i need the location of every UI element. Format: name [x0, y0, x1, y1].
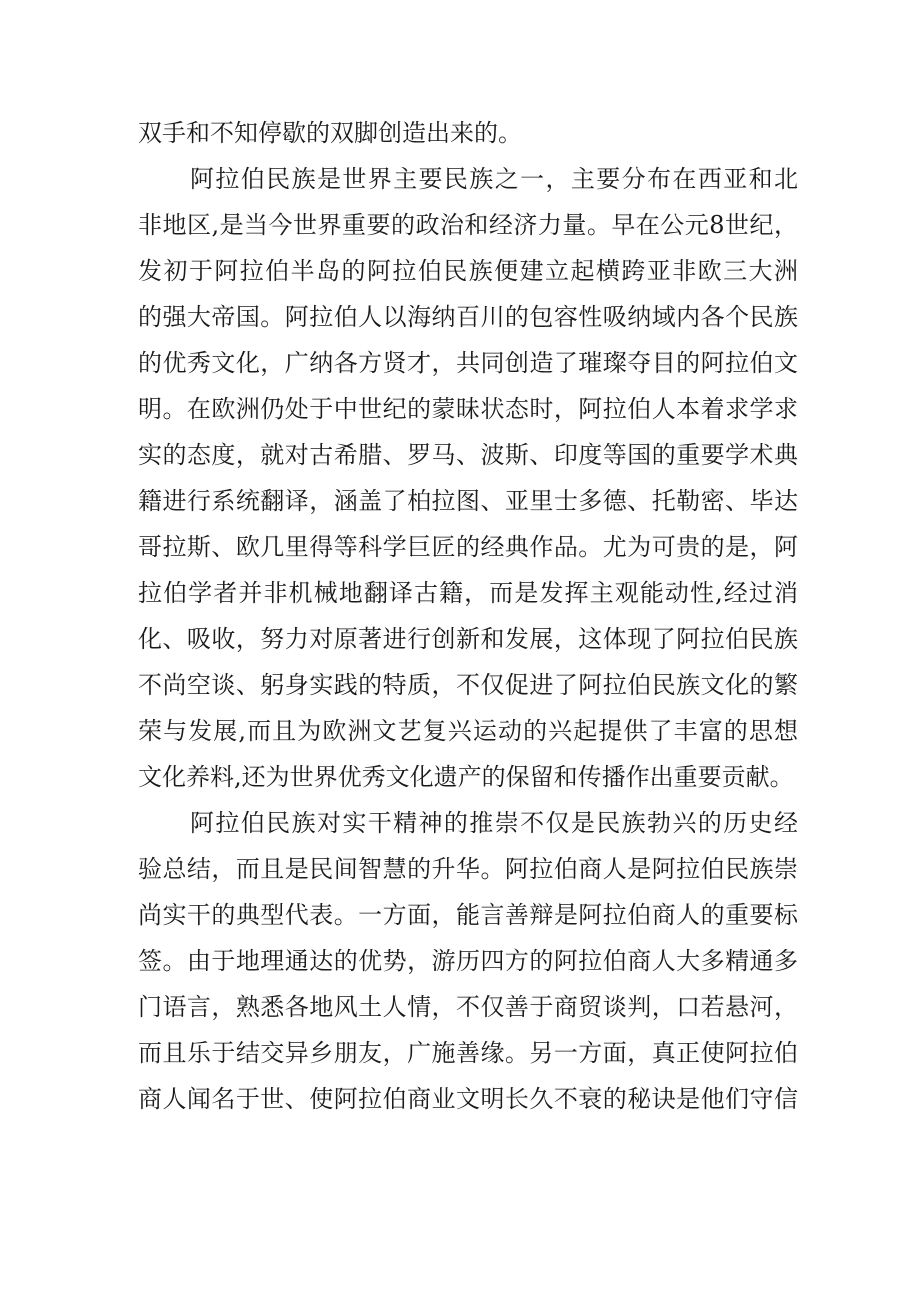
text-line: 的强大帝国。阿拉伯人以海纳百川的包容性吸纳域内各个民族 [138, 303, 798, 331]
text-line: 阿拉伯民族是世界主要民族之一，主要分布在西亚和北 [190, 165, 798, 193]
text-line: 非地区,是当今世界重要的政治和经济力量。早在公元8世纪， [138, 211, 798, 239]
text-line: 实的态度，就对古希腊、罗马、波斯、印度等国的重要学术典 [138, 441, 798, 469]
text-line: 化、吸收，努力对原著进行创新和发展，这体现了阿拉伯民族 [138, 625, 798, 653]
text-line: 拉伯学者并非机械地翻译古籍，而是发挥主观能动性,经过消 [138, 579, 798, 607]
text-line: 门语言，熟悉各地风土人情，不仅善于商贸谈判，口若悬河， [138, 993, 798, 1021]
paragraph-2 [138, 156, 798, 800]
text-line: 的优秀文化，广纳各方贤才，共同创造了璀璨夺目的阿拉伯文 [138, 349, 798, 377]
text-line: 文化养料,还为世界优秀文化遗产的保留和传播作出重要贡献。 [138, 763, 794, 791]
text-line: 商人闻名于世、使阿拉伯商业文明长久不衰的秘诀是他们守信 [138, 1085, 798, 1113]
text-line: 签。由于地理通达的优势，游历四方的阿拉伯商人大多精通多 [138, 947, 798, 975]
text-line: 荣与发展,而且为欧洲文艺复兴运动的兴起提供了丰富的思想 [138, 717, 798, 745]
paragraph-3 [138, 800, 798, 1122]
text-line: 双手和不知停歇的双脚创造出来的。 [138, 119, 522, 147]
text-line: 尚实干的典型代表。一方面，能言善辩是阿拉伯商人的重要标 [138, 901, 798, 929]
text-line: 明。在欧洲仍处于中世纪的蒙昧状态时，阿拉伯人本着求学求 [138, 395, 798, 423]
text-line: 籍进行系统翻译，涵盖了柏拉图、亚里士多德、托勒密、毕达 [138, 487, 798, 515]
body-text [138, 110, 798, 1122]
paragraph-1 [138, 110, 798, 156]
text-line: 发初于阿拉伯半岛的阿拉伯民族便建立起横跨亚非欧三大洲 [138, 257, 798, 285]
text-line: 阿拉伯民族对实干精神的推崇不仅是民族勃兴的历史经 [190, 809, 798, 837]
text-line: 哥拉斯、欧几里得等科学巨匠的经典作品。尤为可贵的是，阿 [138, 533, 798, 561]
text-line: 而且乐于结交异乡朋友，广施善缘。另一方面，真正使阿拉伯 [138, 1039, 798, 1067]
text-line: 不尚空谈、躬身实践的特质，不仅促进了阿拉伯民族文化的繁 [138, 671, 798, 699]
text-line: 验总结，而且是民间智慧的升华。阿拉伯商人是阿拉伯民族崇 [138, 855, 798, 883]
